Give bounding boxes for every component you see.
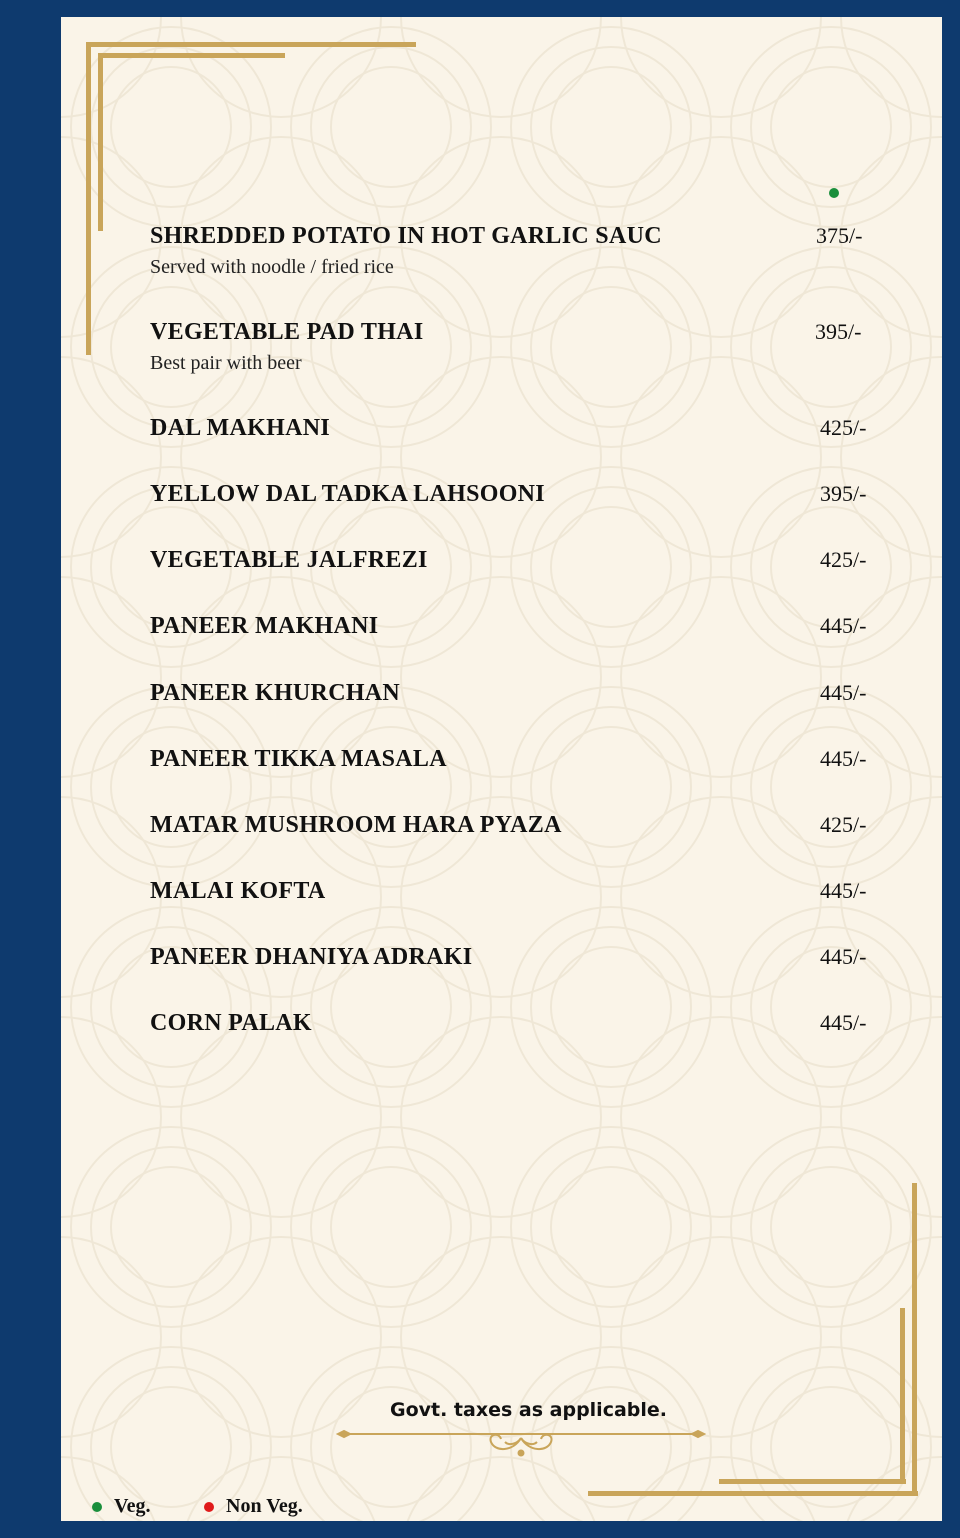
menu-item-name: PANEER KHURCHAN: [150, 680, 401, 706]
menu-item-price: 425/-: [820, 415, 867, 440]
menu-item-price: 445/-: [820, 878, 867, 903]
menu-item-price: 395/-: [820, 481, 867, 506]
menu-item: [150, 222, 890, 280]
legend-nonveg: [204, 1495, 303, 1518]
menu-item-name: CORN PALAK: [150, 1010, 312, 1036]
corner-frame-top-left-h-inner: [98, 53, 285, 58]
menu-item-name: PANEER MAKHANI: [150, 613, 379, 639]
menu-item-price: 445/-: [820, 746, 867, 771]
menu-item-name: PANEER DHANIYA ADRAKI: [150, 944, 473, 970]
menu-item: [150, 546, 890, 574]
menu-item: [150, 745, 890, 773]
menu-item-description: Served with noodle / fried rice: [150, 256, 394, 278]
menu-item: [150, 414, 890, 442]
menu-item-price: 445/-: [820, 1010, 867, 1035]
flourish-divider-ornament: [336, 1422, 706, 1462]
menu-item: [150, 1009, 890, 1037]
menu-item-price: 425/-: [820, 812, 867, 837]
menu-item-name: MALAI KOFTA: [150, 878, 326, 904]
menu-page: [61, 17, 942, 1521]
menu-item-price: 445/-: [820, 680, 867, 705]
menu-item-price: 375/-: [816, 223, 863, 248]
menu-item-name: VEGETABLE JALFREZI: [150, 547, 428, 573]
menu-item: [150, 811, 890, 839]
menu-item: [150, 480, 890, 508]
corner-frame-bottom-right-v-inner: [900, 1308, 905, 1484]
menu-item-name: SHREDDED POTATO IN HOT GARLIC SAUC: [150, 223, 662, 249]
legend-veg: [92, 1495, 150, 1518]
menu-item-name: MATAR MUSHROOM HARA PYAZA: [150, 812, 562, 838]
corner-frame-top-left-v-outer: [86, 42, 91, 355]
menu-item-description: Best pair with beer: [150, 352, 302, 374]
menu-item-price: 445/-: [820, 613, 867, 638]
corner-frame-bottom-right-h-inner: [719, 1479, 906, 1484]
taxes-note: Govt. taxes as applicable.: [389, 1399, 667, 1421]
menu-item-name: PANEER TIKKA MASALA: [150, 746, 447, 772]
menu-item-price: 445/-: [820, 944, 867, 969]
menu-item: [150, 943, 890, 971]
corner-frame-top-left-v-inner: [98, 53, 103, 231]
menu-item: [150, 679, 890, 707]
menu-item: [150, 877, 890, 905]
menu-item: [150, 612, 890, 640]
corner-frame-bottom-right-h-outer: [588, 1491, 918, 1496]
veg-indicator-dot: [829, 188, 839, 198]
corner-frame-bottom-right-v-outer: [912, 1183, 917, 1496]
menu-item-price: 395/-: [815, 319, 862, 344]
menu-item-name: YELLOW DAL TADKA LAHSOONI: [150, 481, 545, 507]
legend-veg-label: Veg.: [114, 1495, 151, 1517]
menu-item-price: 425/-: [820, 547, 867, 572]
menu-item-name: VEGETABLE PAD THAI: [150, 319, 424, 345]
corner-frame-top-left-h-outer: [86, 42, 416, 47]
legend-nonveg-label: Non Veg.: [226, 1495, 303, 1517]
menu-item-name: DAL MAKHANI: [150, 415, 330, 441]
veg-dot-icon: [92, 1502, 102, 1512]
nonveg-dot-icon: [204, 1502, 214, 1512]
menu-item: [150, 318, 890, 376]
